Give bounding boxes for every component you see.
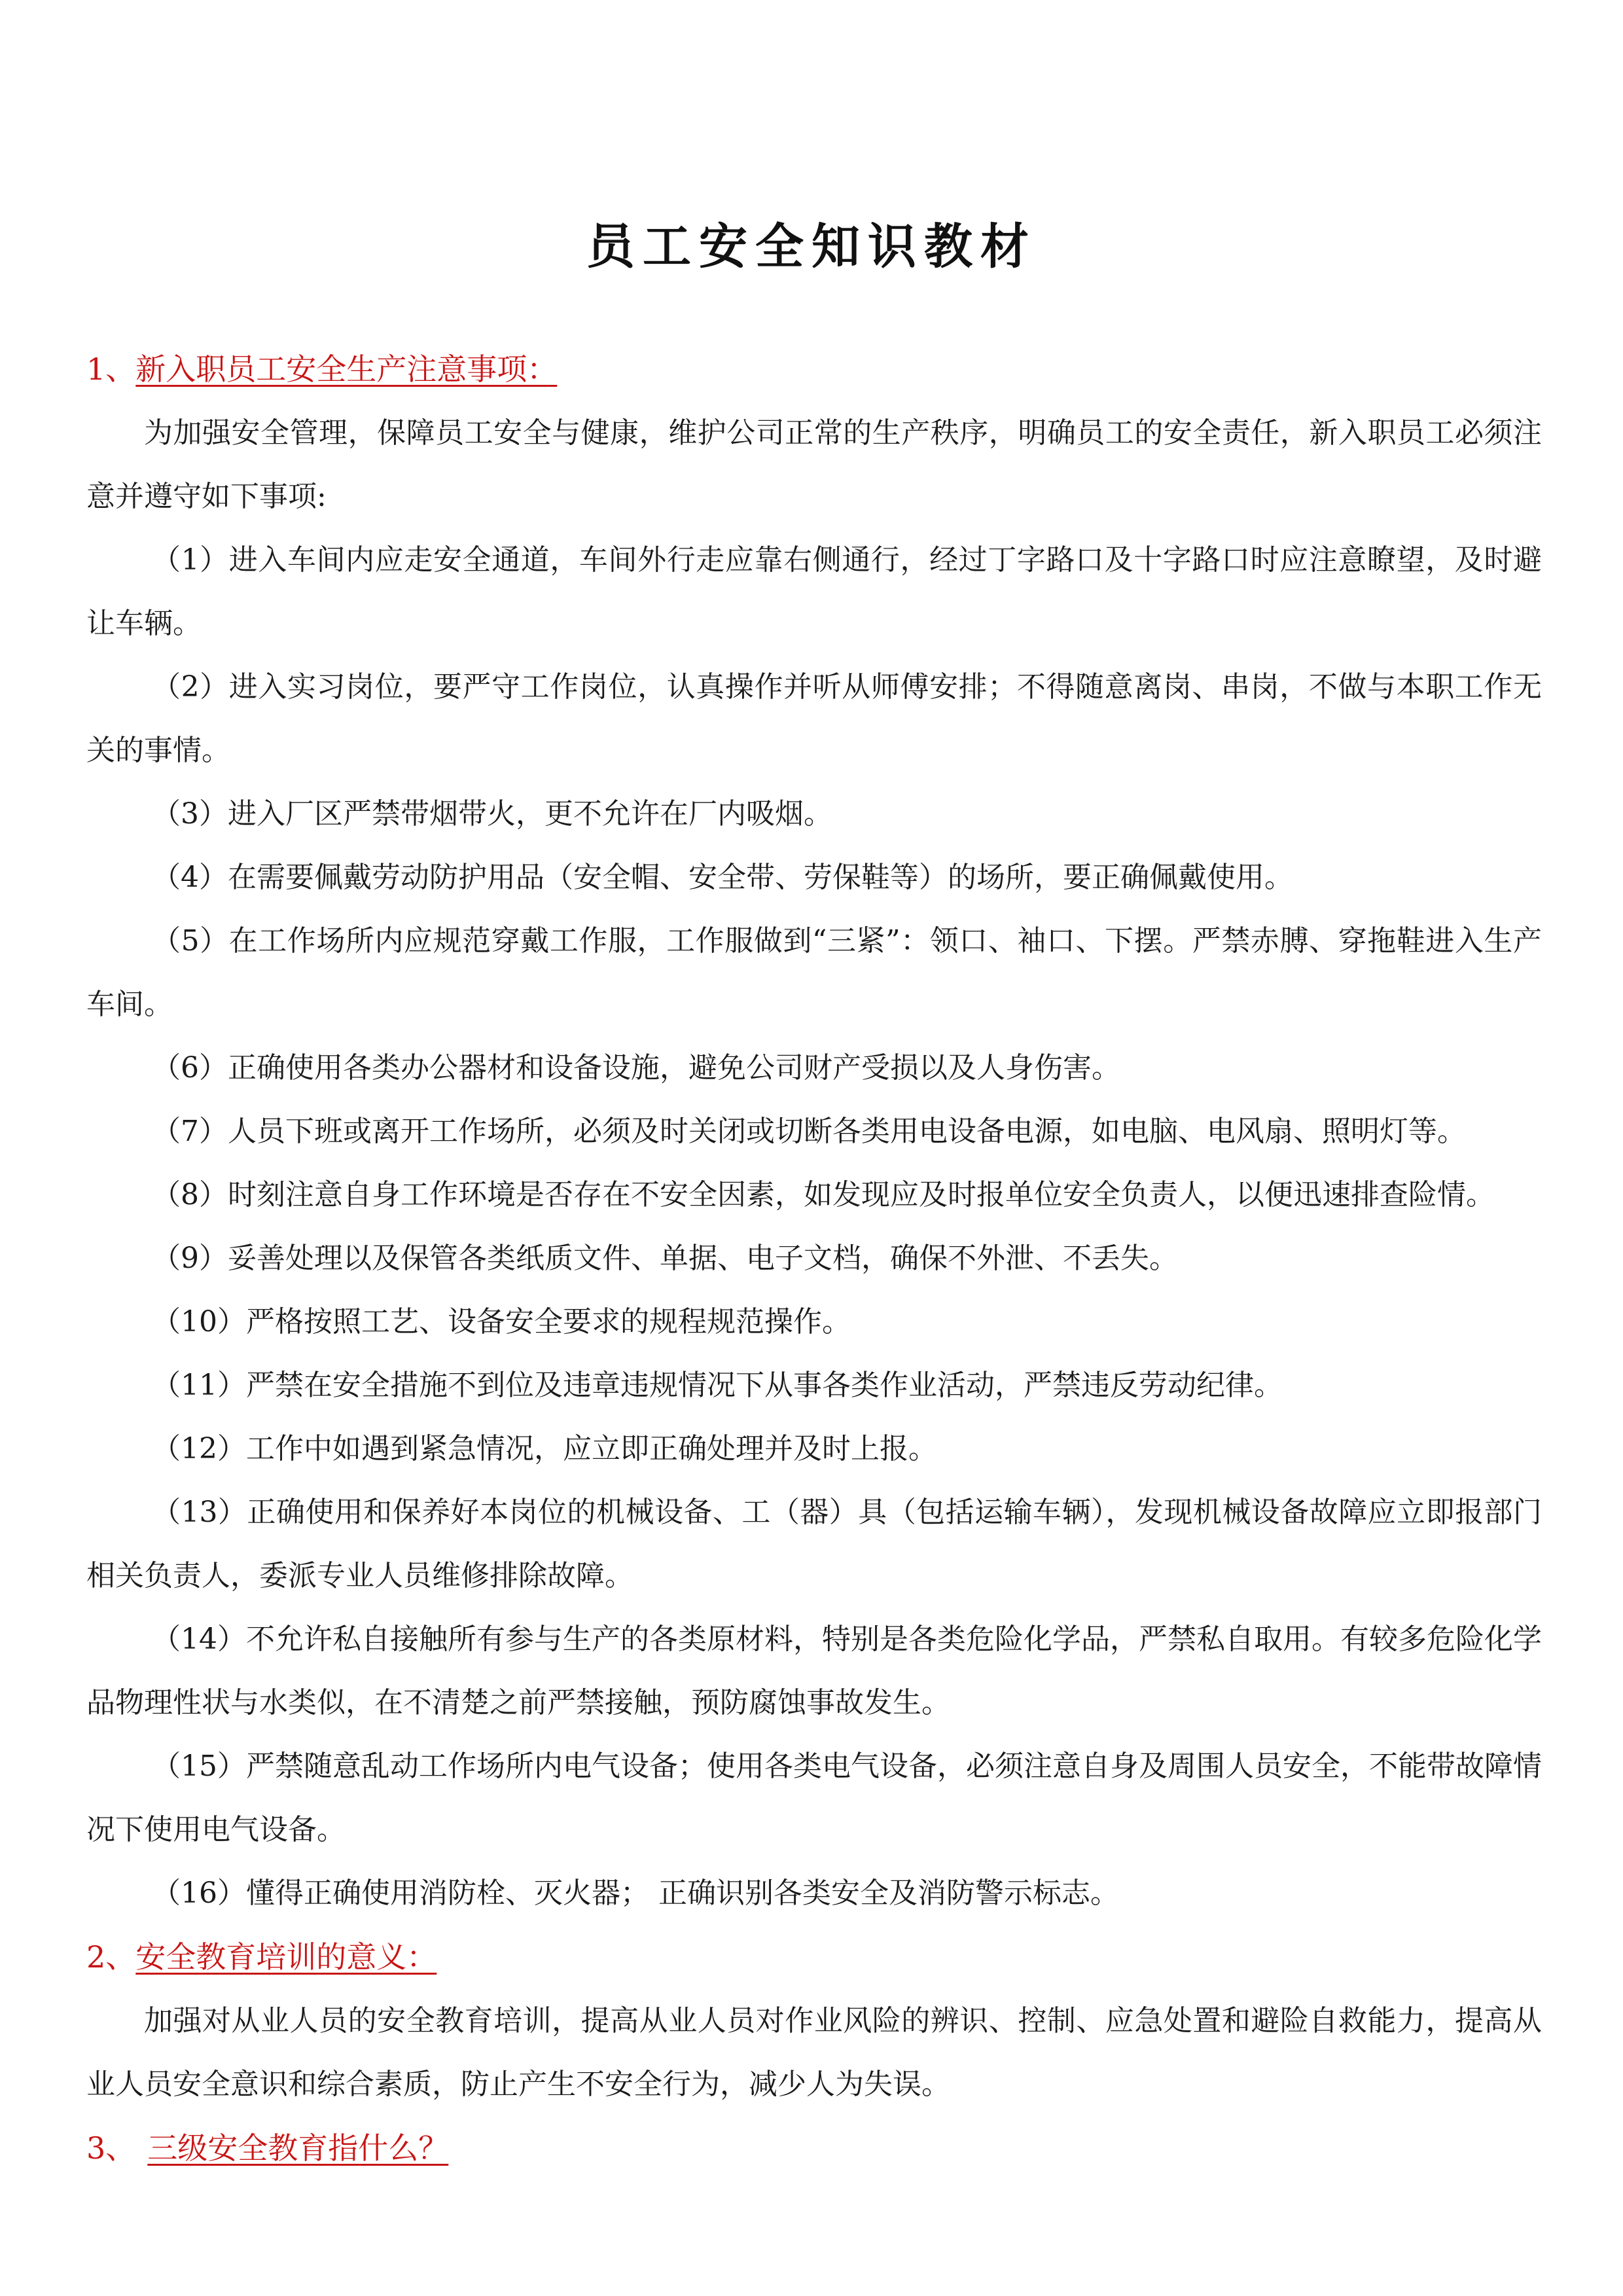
- section-1-heading: [86, 337, 1542, 401]
- section-3-title: 三级安全教育指什么？: [147, 2130, 449, 2166]
- list-item: （2）进入实习岗位，要严守工作岗位，认真操作并听从师傅安排；不得随意离岗、串岗，不做与本职工作无关的事情。: [86, 670, 1542, 767]
- section-3-heading: [86, 2116, 1542, 2180]
- section-3-number: 3、: [86, 2130, 136, 2166]
- section-1-intro: 为加强安全管理，保障员工安全与健康，维护公司正常的生产秩序，明确员工的安全责任，新入职员工必须注意并遵守如下事项:: [86, 416, 1542, 513]
- page-title: 员工安全知识教材: [586, 219, 1037, 275]
- list-item: （3）进入厂区严禁带烟带火，更不允许在厂内吸烟。: [152, 797, 832, 831]
- section-2-heading: [86, 1925, 1542, 1989]
- list-item: （12）工作中如遇到紧急情况，应立即正确处理并及时上报。: [152, 1432, 937, 1465]
- list-item: （14）不允许私自接触所有参与生产的各类原材料，特别是各类危险化学品，严禁私自取用。有较多危险化学品物理性状与水类似，在不清楚之前严禁接触，预防腐蚀事故发生。: [86, 1623, 1542, 1719]
- list-item: （7）人员下班或离开工作场所，必须及时关闭或切断各类用电设备电源，如电脑、电风扇、照明灯等。: [152, 1115, 1466, 1148]
- section-2-title: 安全教育培训的意义：: [135, 1939, 437, 1975]
- list-item: （5）在工作场所内应规范穿戴工作服，工作服做到“三紧”：领口、袖口、下摆。严禁赤膊、穿拖鞋进入生产车间。: [86, 924, 1542, 1021]
- section-2-number: 2、: [86, 1939, 136, 1975]
- document-body: [86, 337, 1542, 2180]
- list-item: （1）进入车间内应走安全通道，车间外行走应靠右侧通行，经过丁字路口及十字路口时应注意瞭望，及时避让车辆。: [86, 543, 1542, 640]
- list-item: （16）懂得正确使用消防栓、灭火器； 正确识别各类安全及消防警示标志。: [152, 1876, 1119, 1910]
- section-1-title: 新入职员工安全生产注意事项：: [135, 351, 558, 387]
- list-item: （11）严禁在安全措施不到位及违章违规情况下从事各类作业活动，严禁违反劳动纪律。: [152, 1369, 1283, 1402]
- list-item: （9）妥善处理以及保管各类纸质文件、单据、电子文档，确保不外泄、不丢失。: [152, 1242, 1178, 1275]
- list-item: （8）时刻注意自身工作环境是否存在不安全因素，如发现应及时报单位安全负责人，以便迅速排查险情。: [152, 1178, 1495, 1211]
- list-item: （15）严禁随意乱动工作场所内电气设备；使用各类电气设备，必须注意自身及周围人员安全，不能带故障情况下使用电气设备。: [86, 1749, 1542, 1846]
- list-item: （4）在需要佩戴劳动防护用品（安全帽、安全带、劳保鞋等）的场所，要正确佩戴使用。: [152, 861, 1293, 894]
- list-item: （13）正确使用和保养好本岗位的机械设备、工（器）具（包括运输车辆），发现机械设备故障应立即报部门相关负责人，委派专业人员维修排除故障。: [86, 1496, 1542, 1592]
- section-1-number: 1、: [86, 351, 136, 387]
- section-2-body: 加强对从业人员的安全教育培训，提高从业人员对作业风险的辨识、控制、应急处置和避险自救能力，提高从业人员安全意识和综合素质，防止产生不安全行为，减少人为失误。: [86, 2004, 1542, 2101]
- list-item: （10）严格按照工艺、设备安全要求的规程规范操作。: [152, 1305, 851, 1338]
- list-item: （6）正确使用各类办公器材和设备设施，避免公司财产受损以及人身伤害。: [152, 1051, 1120, 1085]
